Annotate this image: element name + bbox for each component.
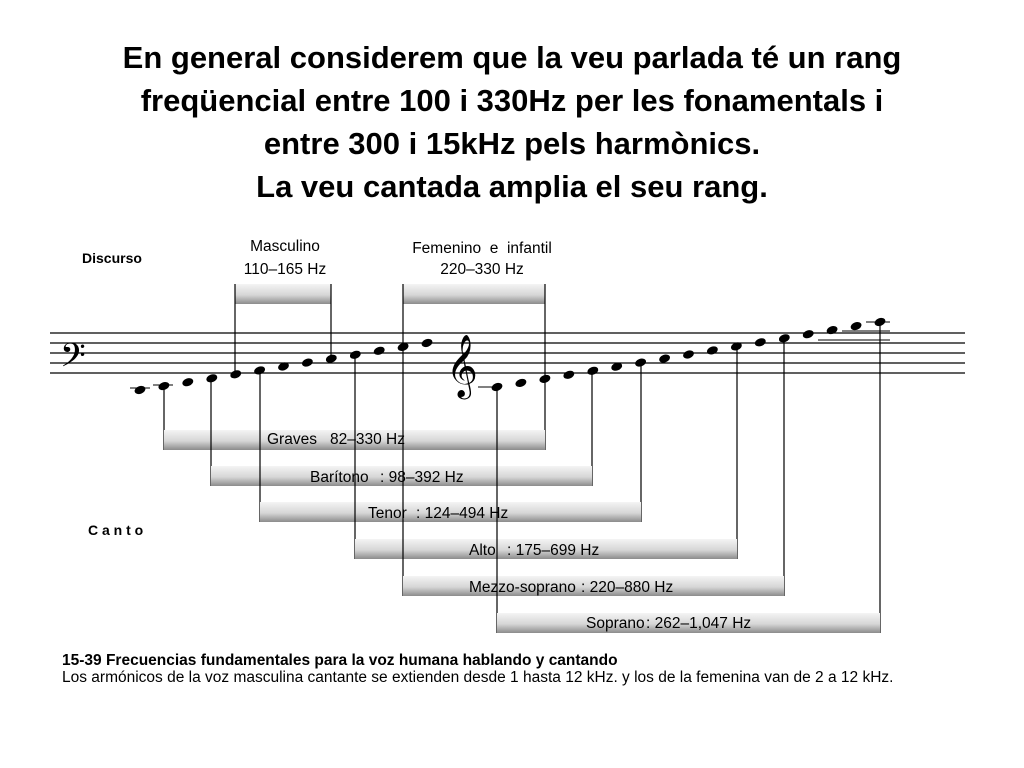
caption-title: 15-39 Frecuencias fundamentales para la voz humana hablando y cantando [62, 652, 618, 669]
bass-clef-icon: 𝄢 [60, 338, 86, 382]
note-heads [133, 317, 886, 396]
figure-caption [62, 652, 1012, 686]
graves-range: 82–330 Hz [330, 431, 405, 448]
bass-note-5 [229, 369, 242, 380]
treble-note-12 [754, 337, 767, 348]
treble-clef-icon: 𝄞 [446, 336, 478, 396]
baritono-range: : 98–392 Hz [380, 469, 464, 486]
headline-line-1: En general considerem que la veu parlada té un rang [122, 40, 902, 75]
treble-note-2 [514, 377, 527, 388]
headline-line-3: entre 300 i 15kHz pels harmònics. [263, 126, 761, 161]
bass-note-1 [133, 385, 146, 396]
caption-body: Los armónicos de la voz masculina cantante se extienden desde 1 hasta 12 kHz. y los de la femenina van de 2 a 12 kHz. [62, 669, 894, 686]
headline-line-2: freqüencial entre 100 i 330Hz per les fonamentals i [140, 83, 884, 118]
treble-note-16 [850, 321, 863, 332]
speech-male-bracket [235, 284, 331, 376]
baritono-name: Barítono [310, 469, 369, 486]
ledger-lines [130, 322, 890, 388]
treble-note-10 [706, 345, 719, 356]
alto-name: Alto [469, 542, 496, 559]
treble-note-4 [562, 369, 575, 380]
treble-note-9 [682, 349, 695, 360]
bass-note-3 [181, 377, 194, 388]
speech-male-range: 110–165 Hz [243, 261, 327, 278]
bass-note-13 [420, 338, 433, 349]
staff [50, 333, 965, 373]
range-bar-baritono [211, 370, 592, 486]
treble-note-15 [826, 325, 839, 336]
speech-female-name: Femenino e infantil [412, 240, 552, 257]
treble-note-5 [586, 365, 599, 376]
bass-note-4 [205, 373, 218, 384]
mezzo-soprano-range: : 220–880 Hz [581, 579, 674, 596]
headline-line-4: La veu cantada amplia el seu rang. [256, 169, 768, 204]
bass-note-11 [373, 345, 386, 356]
treble-note-14 [802, 329, 815, 340]
bass-note-8 [301, 357, 314, 368]
graves-name: Graves [267, 431, 317, 448]
soprano-range: : 262–1,047 Hz [646, 615, 752, 632]
speech-female-range: 220–330 Hz [440, 261, 524, 278]
singing-heading: C a n t o [88, 522, 144, 538]
speech-heading: Discurso [82, 250, 142, 266]
mezzo-soprano-name: Mezzo-soprano [469, 579, 576, 596]
speech-male-name: Masculino [250, 238, 320, 255]
tenor-name: Tenor [368, 505, 407, 522]
tenor-range: : 124–494 Hz [416, 505, 509, 522]
alto-range: : 175–699 Hz [507, 542, 600, 559]
soprano-name: Soprano [586, 615, 645, 632]
